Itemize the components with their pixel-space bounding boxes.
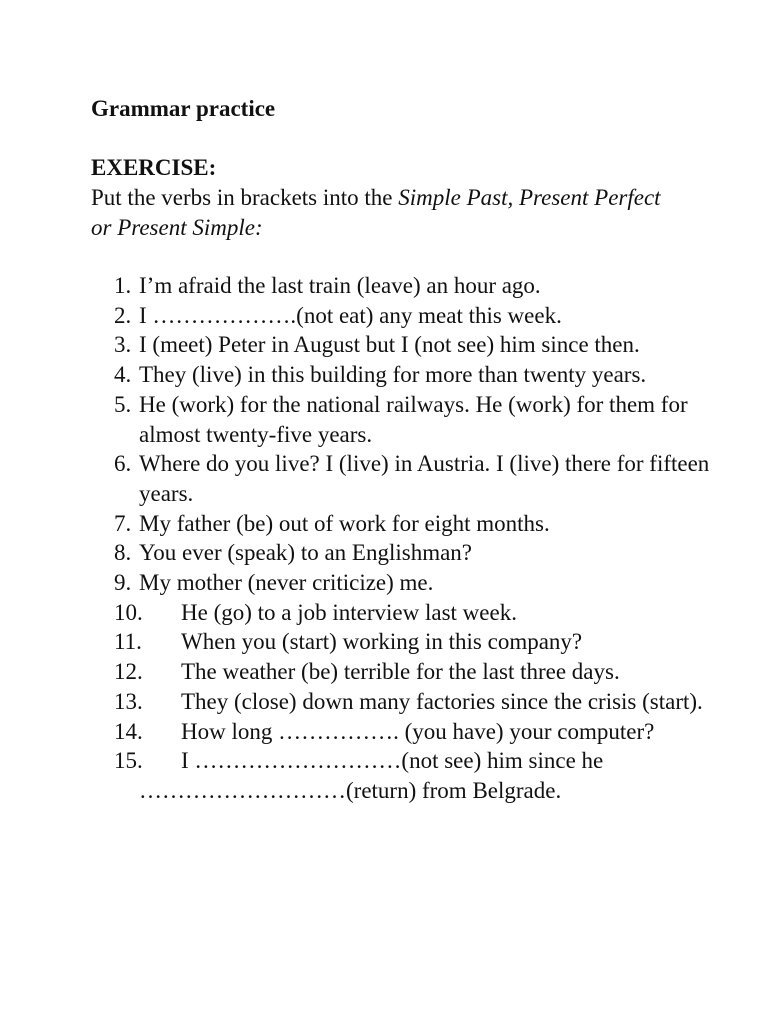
- item-number: 6.: [114, 451, 132, 477]
- item-number: 10.: [114, 599, 143, 625]
- item-number: 3.: [114, 332, 132, 358]
- exercise-item: [0, 538, 768, 568]
- item-number: 4.: [114, 362, 132, 388]
- item-number: 5.: [114, 391, 132, 417]
- exercise-item: [0, 360, 768, 390]
- item-number: 15.: [114, 748, 143, 774]
- item-text: You ever (speak) to an Englishman?: [139, 540, 473, 566]
- item-number: 9.: [114, 570, 132, 596]
- item-text: They (close) down many factories since the crisis (start).: [181, 688, 703, 714]
- exercise-item: [0, 598, 768, 628]
- exercise-item: [0, 657, 768, 687]
- item-text: My mother (never criticize) me.: [139, 570, 434, 596]
- exercise-item: [0, 687, 768, 717]
- instructions-text: Put the verbs in brackets into the: [91, 185, 399, 210]
- item-text: Where do you live? I (live) in Austria. I (live) there for fifteen years.: [139, 451, 710, 506]
- exercise-item: [0, 390, 768, 449]
- exercise-items-list: [0, 271, 768, 806]
- item-text: How long ……………. (you have) your computer?: [181, 718, 655, 744]
- exercise-item: [0, 330, 768, 360]
- item-text: He (go) to a job interview last week.: [181, 599, 517, 625]
- exercise-instructions: [91, 183, 681, 243]
- item-number: 1.: [114, 273, 132, 298]
- exercise-item: [0, 568, 768, 598]
- item-text: I’m afraid the last train (leave) an hour ago.: [139, 273, 541, 298]
- item-text: I (meet) Peter in August but I (not see) him since then.: [139, 332, 640, 358]
- document-title: Grammar practice: [91, 96, 276, 121]
- exercise-item: [0, 509, 768, 539]
- item-number: 13.: [114, 688, 143, 714]
- item-text: They (live) in this building for more than twenty years.: [139, 362, 647, 388]
- item-number: 11.: [114, 629, 142, 655]
- exercise-item: [0, 449, 768, 508]
- exercise-item: [0, 301, 768, 331]
- instructions-tenses: Simple Past, Present Perfect or Present Simple:: [91, 185, 661, 240]
- item-number: 8.: [114, 540, 132, 566]
- item-text: The weather (be) terrible for the last three days.: [181, 659, 620, 685]
- exercise-item: [0, 271, 768, 301]
- item-number: 14.: [114, 718, 143, 744]
- item-text: He (work) for the national railways. He (work) for them for almost twenty-five years.: [139, 391, 688, 447]
- exercise-item: [0, 627, 768, 657]
- exercise-heading: EXERCISE:: [91, 155, 217, 180]
- item-number: 2.: [114, 302, 132, 328]
- item-text: I ………………………(not see) him since he ………………………(return) from Belgrade.: [139, 748, 604, 803]
- exercise-item: [0, 746, 768, 805]
- item-text: When you (start) working in this company?: [181, 629, 583, 655]
- item-number: 12.: [114, 659, 143, 685]
- item-number: 7.: [114, 510, 132, 536]
- exercise-item: [0, 717, 768, 747]
- item-text: I ……………….(not eat) any meat this week.: [139, 302, 562, 328]
- item-text: My father (be) out of work for eight months.: [139, 510, 550, 536]
